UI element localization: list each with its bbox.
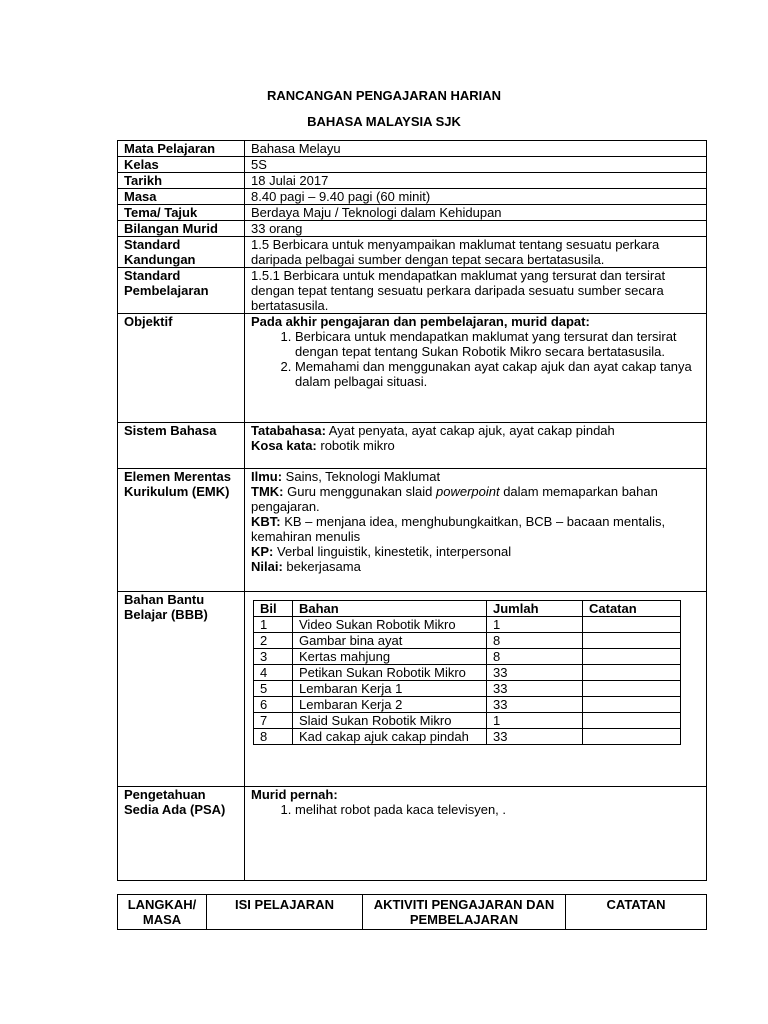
bbb-cell: 1 (487, 713, 583, 729)
bbb-header-catatan: Catatan (583, 601, 681, 617)
bbb-cell: 8 (487, 633, 583, 649)
nilai-label: Nilai: (251, 559, 283, 574)
bbb-cell (583, 713, 681, 729)
kosa-kata-label: Kosa kata: (251, 438, 317, 453)
label-tarikh: Tarikh (118, 173, 245, 189)
ilmu-value: Sains, Teknologi Maklumat (282, 469, 441, 484)
row-psa (118, 787, 707, 881)
tmk-value-b: powerpoint (435, 484, 500, 499)
label-masa: Masa (118, 189, 245, 205)
label-sistem-bahasa: Sistem Bahasa (118, 423, 245, 469)
label-mata-pelajaran: Mata Pelajaran (118, 141, 245, 157)
tatabahasa-value: Ayat penyata, ayat cakap ajuk, ayat cakap pindah (325, 423, 615, 438)
table-row (254, 617, 681, 633)
row-tema (118, 205, 707, 221)
bbb-cell: Petikan Sukan Robotik Mikro (293, 665, 487, 681)
tatabahasa-label: Tatabahasa: (251, 423, 326, 438)
bbb-header-bahan: Bahan (293, 601, 487, 617)
header-aktiviti: AKTIVITI PENGAJARAN DAN PEMBELAJARAN (363, 895, 566, 930)
bbb-cell (583, 649, 681, 665)
lesson-info-table (117, 140, 707, 881)
steps-header-row (118, 895, 707, 930)
row-masa (118, 189, 707, 205)
bbb-cell: 33 (487, 729, 583, 745)
table-row (254, 649, 681, 665)
label-kelas: Kelas (118, 157, 245, 173)
objektif-item: 1. Berbicara untuk mendapatkan maklumat yang tersurat dan tersirat dengan tepat tentang Sukan Robotik Mikro secara bertatasusila. (295, 329, 702, 359)
psa-item: 1. melihat robot pada kaca televisyen, . (295, 802, 702, 817)
value-kelas: 5S (245, 157, 707, 173)
objektif-list (251, 329, 702, 389)
row-mata-pelajaran (118, 141, 707, 157)
tmk-label: TMK: (251, 484, 284, 499)
bbb-cell: 8 (254, 729, 293, 745)
bbb-table (253, 600, 681, 745)
bbb-cell: Gambar bina ayat (293, 633, 487, 649)
row-tarikh (118, 173, 707, 189)
bbb-cell: 6 (254, 697, 293, 713)
table-row (254, 697, 681, 713)
document-title: RANCANGAN PENGAJARAN HARIAN (266, 88, 501, 103)
bbb-cell: 4 (254, 665, 293, 681)
kp-label: KP: (251, 544, 274, 559)
bbb-cell: 2 (254, 633, 293, 649)
bbb-cell (583, 633, 681, 649)
kbt-value: KB – menjana idea, menghubungkaitkan, BCB – bacaan mentalis, kemahiran menulis (251, 514, 666, 544)
tmk-value-c: dalam memaparkan bahan pengajaran. (251, 484, 658, 514)
bbb-cell: 7 (254, 713, 293, 729)
kp-value: Verbal linguistik, kinestetik, interpersonal (273, 544, 512, 559)
ilmu-label: Ilmu: (251, 469, 283, 484)
objektif-item: 2. Memahami dan menggunakan ayat cakap ajuk dan ayat cakap tanya dalam pelbagai situasi. (295, 359, 702, 389)
bbb-cell (583, 729, 681, 745)
row-objektif (118, 314, 707, 423)
bbb-cell: 1 (487, 617, 583, 633)
header-isi-pelajaran: ISI PELAJARAN (207, 895, 363, 930)
bbb-cell: 3 (254, 649, 293, 665)
label-emk: Elemen Merentas Kurikulum (EMK) (118, 469, 245, 592)
table-row (254, 665, 681, 681)
value-bilangan-murid: 33 orang (245, 221, 707, 237)
header-langkah-masa: LANGKAH/ MASA (118, 895, 207, 930)
table-row (254, 633, 681, 649)
kbt-label: KBT: (251, 514, 281, 529)
bbb-cell: 8 (487, 649, 583, 665)
bbb-header-jumlah: Jumlah (487, 601, 583, 617)
value-sistem-bahasa (245, 423, 707, 469)
row-kelas (118, 157, 707, 173)
value-bbb (245, 592, 707, 787)
bbb-cell: 33 (487, 665, 583, 681)
bbb-cell: 33 (487, 697, 583, 713)
header-catatan: CATATAN (566, 895, 707, 930)
nilai-value: bekerjasama (282, 559, 361, 574)
value-standard-kandungan: 1.5 Berbicara untuk menyampaikan maklumat tentang sesuatu perkara daripada pelbagai sumber dengan tepat secara bertatasusila. (245, 237, 707, 268)
label-psa: Pengetahuan Sedia Ada (PSA) (118, 787, 245, 881)
bbb-cell (583, 665, 681, 681)
value-masa: 8.40 pagi – 9.40 pagi (60 minit) (245, 189, 707, 205)
bbb-cell (583, 617, 681, 633)
bbb-cell: Slaid Sukan Robotik Mikro (293, 713, 487, 729)
bbb-header-bil: Bil (254, 601, 293, 617)
label-standard-kandungan: Standard Kandungan (118, 237, 245, 268)
value-psa (245, 787, 707, 881)
row-standard-pembelajaran (118, 268, 707, 314)
row-bbb (118, 592, 707, 787)
psa-list (251, 802, 702, 817)
row-emk (118, 469, 707, 592)
label-bbb: Bahan Bantu Belajar (BBB) (118, 592, 245, 787)
value-emk (245, 469, 707, 592)
table-row (254, 729, 681, 745)
kosa-kata-value: robotik mikro (316, 438, 395, 453)
row-standard-kandungan (118, 237, 707, 268)
bbb-cell: Lembaran Kerja 1 (293, 681, 487, 697)
psa-intro: Murid pernah: (251, 787, 338, 802)
bbb-cell: 33 (487, 681, 583, 697)
objektif-intro: Pada akhir pengajaran dan pembelajaran, murid dapat: (251, 314, 590, 329)
table-row (254, 713, 681, 729)
bbb-cell: Video Sukan Robotik Mikro (293, 617, 487, 633)
bbb-cell: Kertas mahjung (293, 649, 487, 665)
bbb-cell: 5 (254, 681, 293, 697)
bbb-cell (583, 697, 681, 713)
bbb-cell: Kad cakap ajuk cakap pindah (293, 729, 487, 745)
table-row (254, 681, 681, 697)
label-tema: Tema/ Tajuk (118, 205, 245, 221)
bbb-cell: Lembaran Kerja 2 (293, 697, 487, 713)
bbb-cell (583, 681, 681, 697)
row-bilangan-murid (118, 221, 707, 237)
label-objektif: Objektif (118, 314, 245, 423)
value-tema: Berdaya Maju / Teknologi dalam Kehidupan (245, 205, 707, 221)
value-standard-pembelajaran: 1.5.1 Berbicara untuk mendapatkan maklumat yang tersurat dan tersirat dengan tepat tentang sesuatu perkara daripada sesuatu sumber secara bertatasusila. (245, 268, 707, 314)
value-tarikh: 18 Julai 2017 (245, 173, 707, 189)
label-bilangan-murid: Bilangan Murid (118, 221, 245, 237)
row-sistem-bahasa (118, 423, 707, 469)
value-mata-pelajaran: Bahasa Melayu (245, 141, 707, 157)
bbb-header-row (254, 601, 681, 617)
steps-header-table (117, 894, 707, 930)
label-standard-pembelajaran: Standard Pembelajaran (118, 268, 245, 314)
document-subtitle: BAHASA MALAYSIA SJK (307, 114, 461, 129)
bbb-cell: 1 (254, 617, 293, 633)
value-objektif (245, 314, 707, 423)
tmk-value-a: Guru menggunakan slaid (283, 484, 436, 499)
